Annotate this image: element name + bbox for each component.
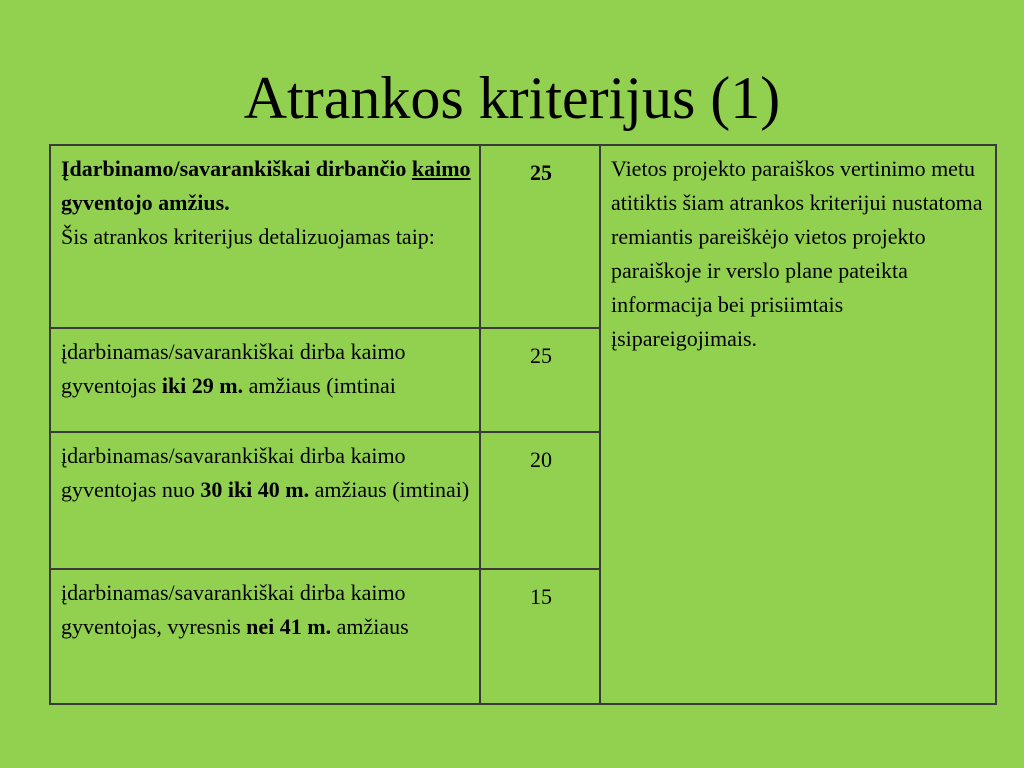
age-text-before: įdarbinamas/savarankiškai dirba kaimo gyventojas, vyresnis <box>61 580 406 639</box>
age-text-after: amžiaus (imtinai <box>243 373 396 398</box>
criterion-cell <box>50 145 480 328</box>
criterion-note: Šis atrankos kriterijus detalizuojamas taip: <box>61 224 435 249</box>
age-text-before: įdarbinamas/savarankiškai dirba kaimo gyventojas nuo <box>61 443 406 502</box>
age-range-score: 15 <box>480 569 600 704</box>
table-row-header <box>50 145 996 328</box>
age-text-after: amžiaus (imtinai) <box>309 477 470 502</box>
description-cell: Vietos projekto paraiškos vertinimo metu atitiktis šiam atrankos kriterijui nustatoma remiantis pareiškėjo vietos projekto paraiškoje ir verslo plane pateikta informacija bei prisiimtais įsipareigojimais. <box>600 145 996 704</box>
age-text-before: įdarbinamas/savarankiškai dirba kaimo gyventojas <box>61 339 406 398</box>
age-range-cell <box>50 328 480 432</box>
age-range-cell <box>50 569 480 704</box>
slide-title: Atrankos kriterijus (1) <box>243 65 781 131</box>
age-text-bold: iki 29 m. <box>161 373 244 398</box>
age-range-score: 20 <box>480 432 600 569</box>
criterion-title <box>61 156 471 215</box>
criterion-title-underlined: kaimo <box>411 156 471 181</box>
criterion-score: 25 <box>480 145 600 328</box>
criterion-title-part1: Įdarbinamo/savarankiškai dirbančio <box>61 156 412 181</box>
age-text-bold: 30 iki 40 m. <box>200 477 310 502</box>
age-text-after: amžiaus <box>331 614 409 639</box>
age-range-cell <box>50 432 480 569</box>
age-text-bold: nei 41 m. <box>246 614 332 639</box>
criterion-title-part2: gyventojo amžius. <box>61 190 230 215</box>
criteria-table <box>49 144 997 705</box>
age-range-score: 25 <box>480 328 600 432</box>
